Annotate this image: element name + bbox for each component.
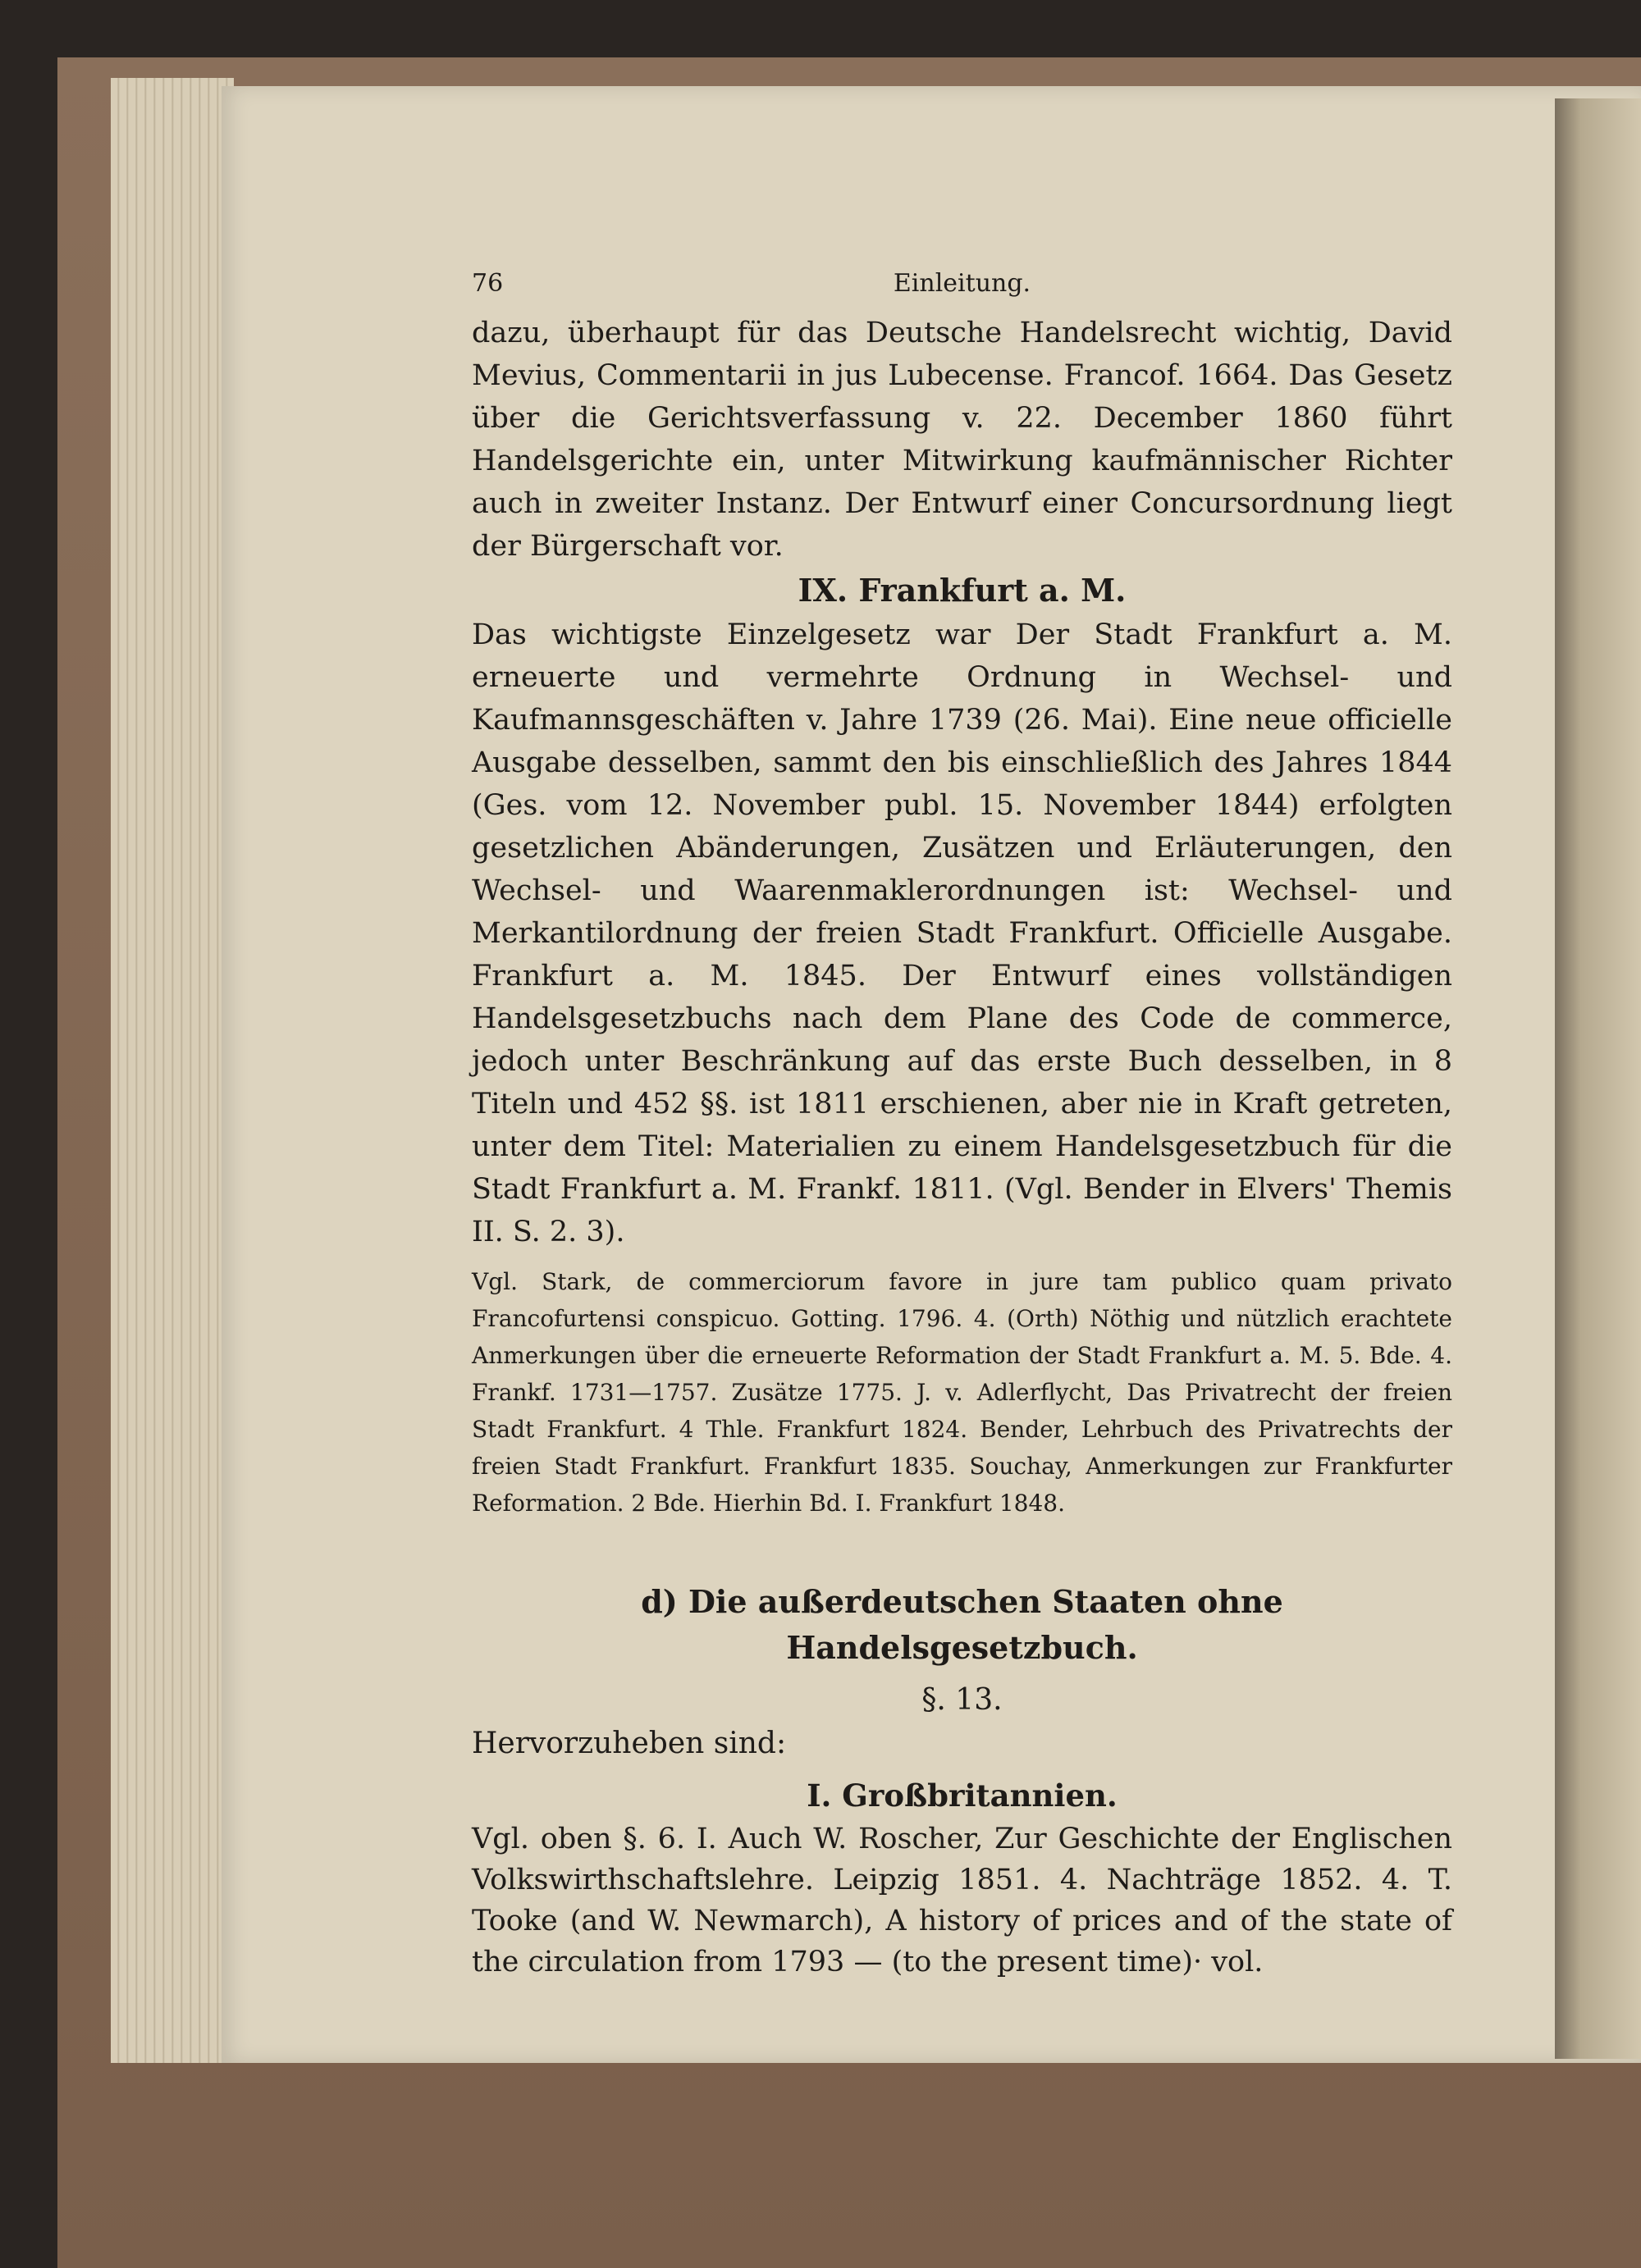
section-heading-frankfurt: IX. Frankfurt a. M. — [798, 572, 1127, 609]
bibliography-note: Vgl. Stark, de commerciorum favore in jure tam publico quam privato Francofurtensi conspicuo. Gotting. 1796. 4. (Orth) Nöthig und nützlich erachtete Anmerkungen über die erneuerte Reformation der Stadt Frankfurt a. M. 5. Bde. 4. Frankf. 1731—1757. Zusätze 1775. J. v. Adlerflycht, Das Privatrecht der freien Stadt Frankfurt. 4 Thle. Frankfurt 1824. Bender, Lehrbuch des Privatrechts der freien Stadt Frankfurt. Frankfurt 1835. Souchay, Anmerkungen zur Frankfurter Reformation. 2 Bde. Hierhin Bd. I. Frankfurt 1848. — [472, 1268, 1452, 1517]
section-heading-britain: I. Großbritannien. — [807, 1777, 1118, 1814]
page-edges — [111, 78, 234, 2063]
next-page-edge — [1555, 98, 1641, 2059]
section-body-frankfurt: Das wichtigste Einzelgesetz war Der Stadt Frankfurt a. M. erneuerte und vermehrte Ordnung in Wechsel- und Kaufmannsgeschäften v. Jahre 1739 (26. Mai). Eine neue officielle Ausgabe desselben, sammt den bis einschließlich des Jahres 1844 (Ges. vom 12. November publ. 15. November 1844) erfolgten gesetzlichen Abänderungen, Zusätzen und Erläuterungen, den Wechsel- und Waarenmaklerordnungen ist: Wechsel- und Merkantilordnung der freien Stadt Frankfurt. Officielle Ausgabe. Frankfurt a. M. 1845. Der Entwurf eines vollständigen Handelsgesetzbuchs nach dem Plane des Code de commerce, jedoch unter Beschränkung auf das erste Buch desselben, in 8 Titeln und 452 §§. ist 1811 erschienen, aber nie in Kraft getreten, unter dem Titel: Materialien zu einem Handelsgesetzbuch für die Stadt Frankfurt a. M. Frankf. 1811. (Vgl. Bender in Elvers' Themis II. S. 2. 3). — [472, 618, 1452, 1248]
paragraph-mark: §. 13. — [921, 1683, 1003, 1717]
page-number: 76 — [472, 269, 504, 298]
paragraph-continuation: dazu, überhaupt für das Deutsche Handelsrecht wichtig, David Mevius, Commentarii in jus Lubecense. Francof. 1664. Das Gesetz über die Gerichtsverfassung v. 22. December 1860 führt Handelsgerichte ein, unter Mitwirkung kaufmännischer Richter auch in zweiter Instanz. Der Entwurf einer Concursordnung liegt der Bürgerschaft vor. — [472, 317, 1452, 563]
running-head — [472, 262, 1452, 312]
section-body-britain: Vgl. oben §. 6. I. Auch W. Roscher, Zur Geschichte der Englischen Volkswirthschaftslehre. Leipzig 1851. 4. Nachträge 1852. 4. T. Tooke (and W. Newmarch), A history of prices and of the state of the circulation from 1793 — (to the present time)· vol. — [472, 1823, 1452, 1978]
running-title: Einleitung. — [893, 269, 1031, 298]
page-content — [472, 262, 1452, 1983]
subsection-heading: d) Die außerdeutschen Staaten ohne Handelsgesetzbuch. — [641, 1583, 1283, 1666]
lead-text: Hervorzuheben sind: — [472, 1727, 787, 1760]
